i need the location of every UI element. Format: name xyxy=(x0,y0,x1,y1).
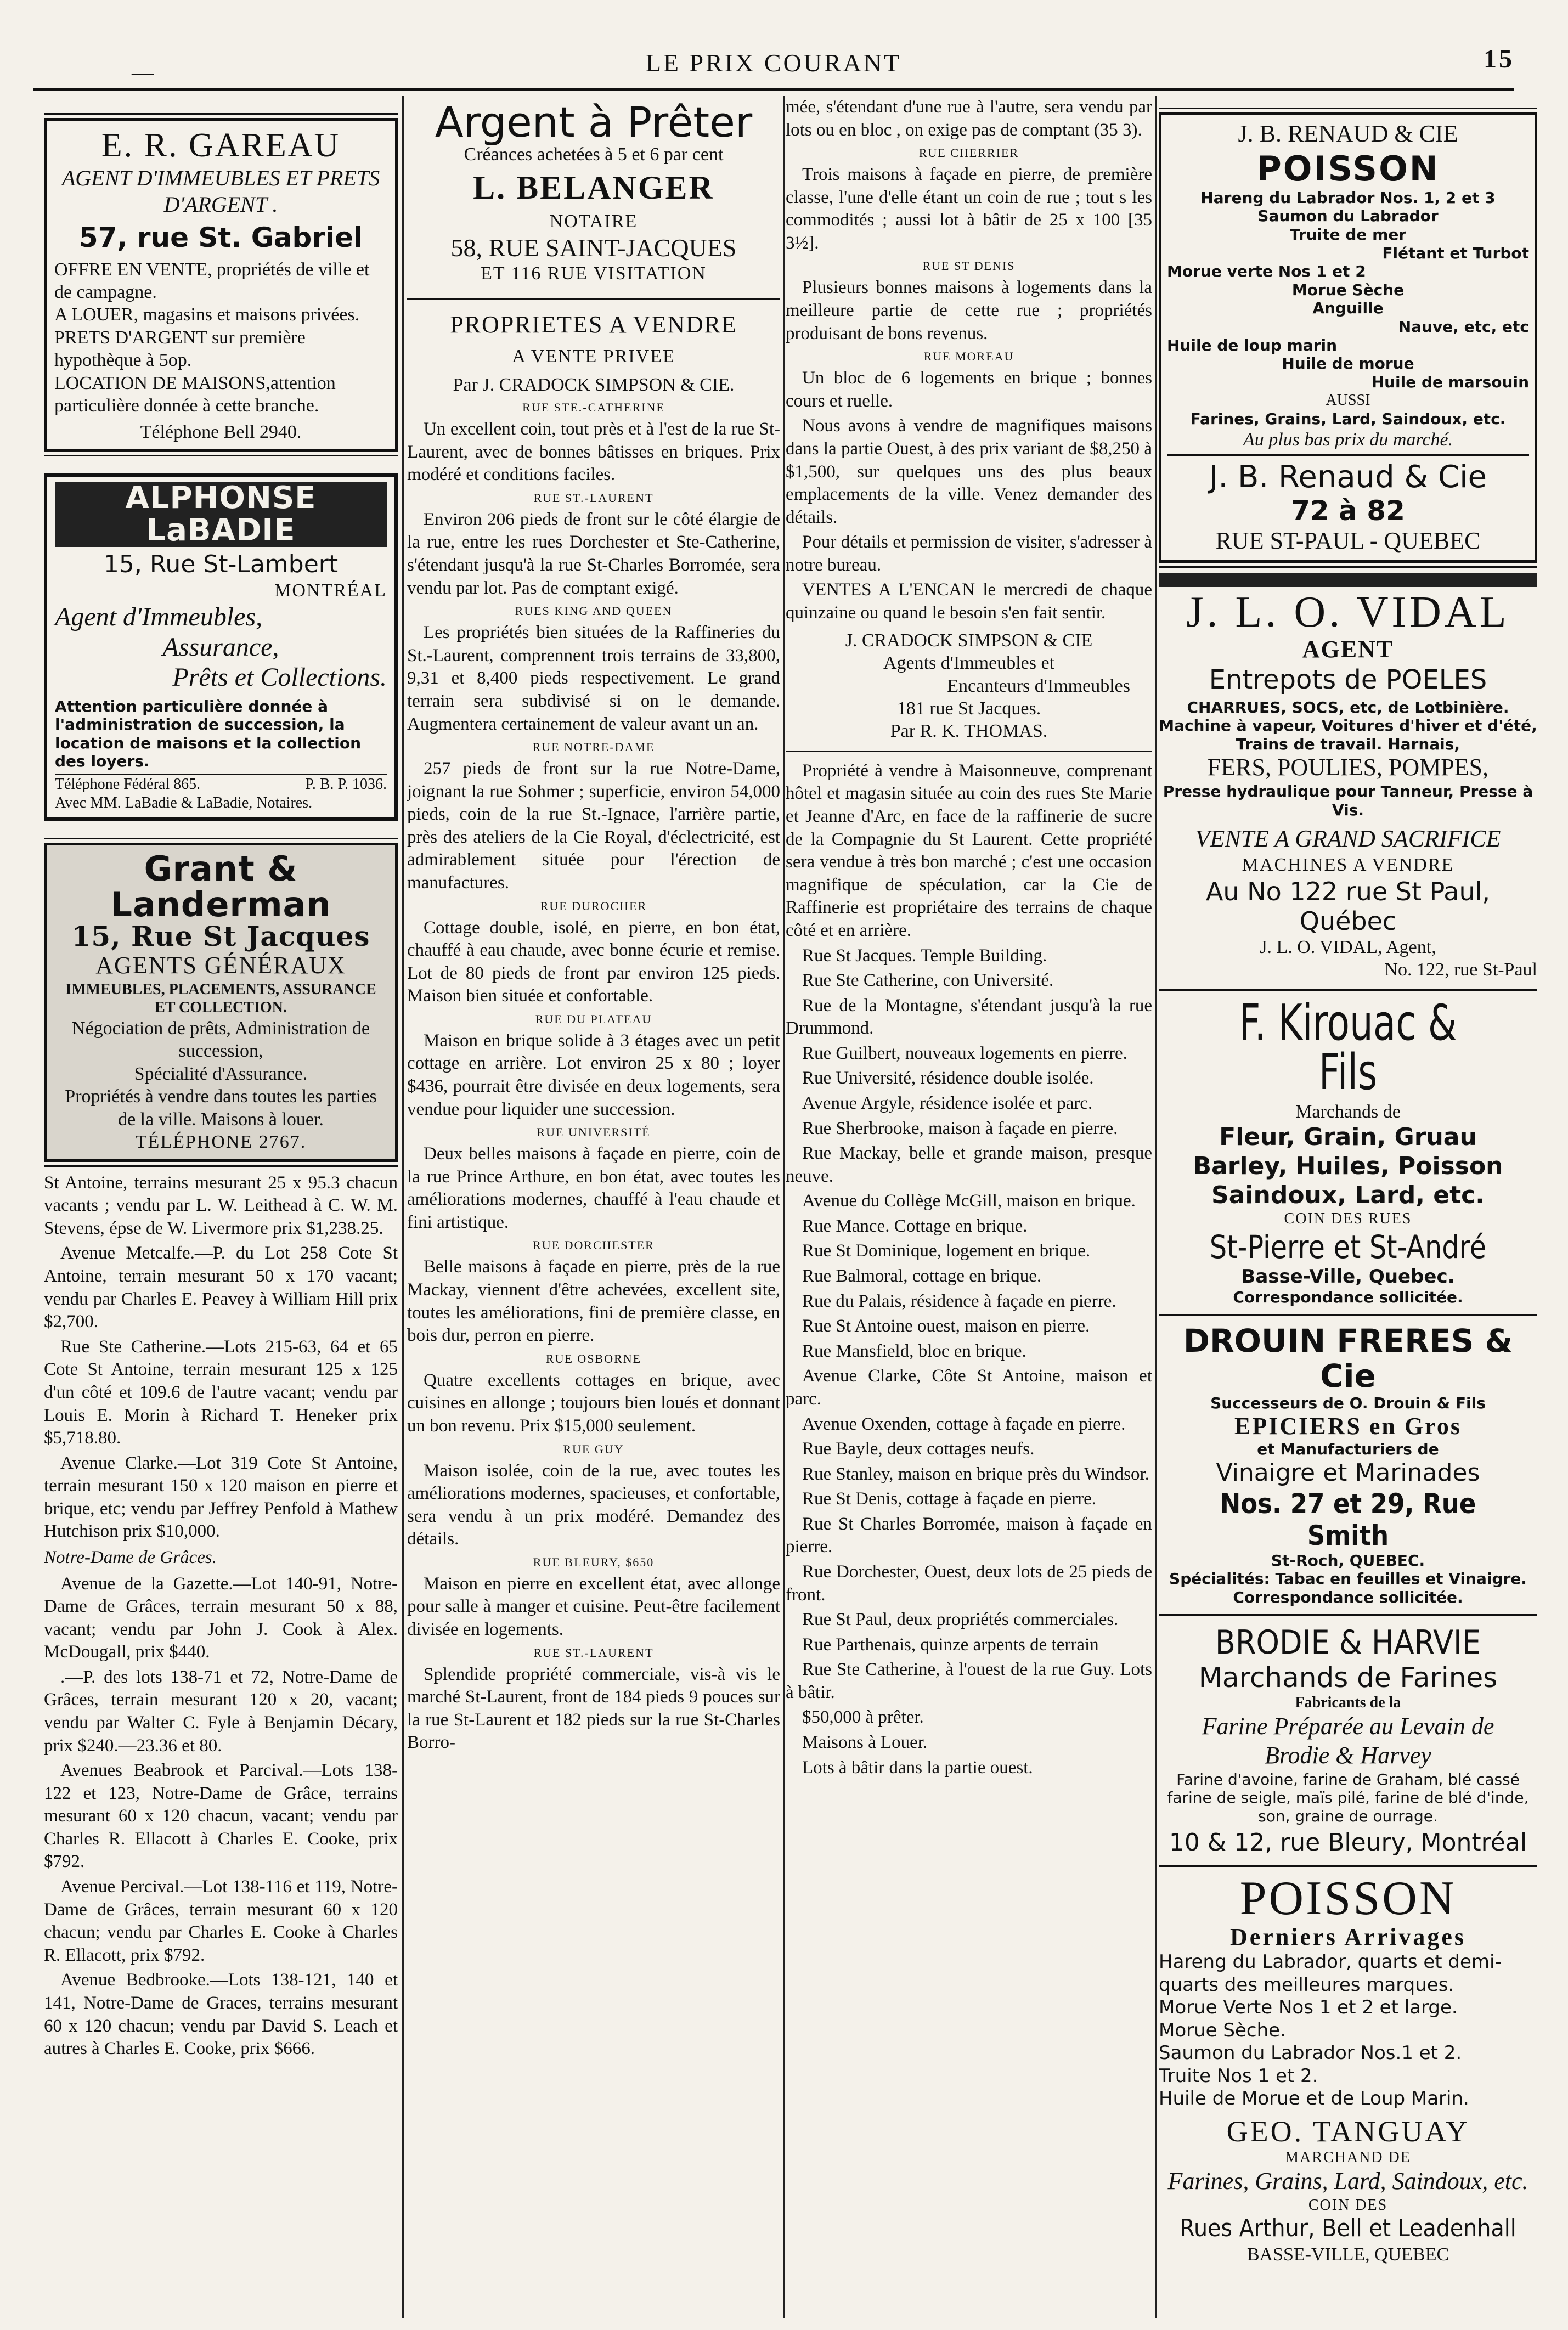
sale-entry: Avenue de la Gazette.—Lot 140-91, Notre-Dame de Grâces, terrain mesurant 50 x 88, vacant; vendu par John J. Cook à Alex. McDougall, prix $440. xyxy=(44,1573,398,1662)
brodie-address: 10 & 12, rue Bleury, Montréal xyxy=(1169,1829,1527,1857)
gareau-role: AGENT D'IMMEUBLES ET PRETS D'ARGENT . xyxy=(61,166,380,217)
sale-entry: .—P. des lots 138-71 et 72, Notre-Dame de Grâces, terrain mesurant 120 x 20, vacant; vendu par Walter C. Fyle à Benjamin Décary, prix $240.—23.36 et 80. xyxy=(44,1667,398,1756)
signature: Agents d'Immeubles et xyxy=(883,653,1055,674)
renaud-poisson: POISSON xyxy=(1256,148,1440,189)
property-entry: Quatre excellents cottages en brique, avec cuisines en allonge ; toujours bien loués et donnant un bon revenu. Prix $15,000 seulement. xyxy=(407,1370,780,1436)
labadie-partners: Avec MM. LaBadie & LaBadie, Notaires. xyxy=(55,794,313,811)
labadie-ad xyxy=(44,473,398,821)
listing: Rue Guilbert, nouveaux logements en pierre. xyxy=(802,1043,1127,1063)
tanguay-item: Saumon du Labrador Nos.1 et 2. xyxy=(1159,2042,1462,2064)
tanguay-item: Huile de Morue et de Loup Marin. xyxy=(1159,2088,1469,2109)
grant-role: AGENTS GÉNÉRAUX xyxy=(95,951,346,979)
street-heading: RUE DUROCHER xyxy=(540,899,647,913)
gareau-line: A LOUER, magasins et maisons privées. xyxy=(54,304,360,325)
vidal-role: AGENT xyxy=(1302,635,1394,663)
column-rule xyxy=(1155,96,1157,2318)
brodie-desc: Farine d'avoine, farine de Graham, blé cassé farine de seigle, maïs pilé, farine de blé d'inde, son, graine de ourrage. xyxy=(1167,1770,1529,1825)
tanguay-arrivages: Derniers Arrivages xyxy=(1230,1923,1466,1951)
vidal-machines: MACHINES A VENDRE xyxy=(1242,855,1454,876)
property-entry: Maison isolée, coin de la rue, avec toutes les améliorations modernes, spacieuses, et confortable, sera vendu à un prix modéré. Demandez des détails. xyxy=(407,1460,780,1549)
kirouac-coin: COIN DES RUES xyxy=(1284,1210,1412,1228)
listing: Rue du Palais, résidence à façade en pierre. xyxy=(802,1291,1116,1311)
street-heading: RUE MOREAU xyxy=(923,349,1014,364)
column-rule xyxy=(783,96,785,2318)
signature: J. CRADOCK SIMPSON & CIE xyxy=(845,630,1093,651)
drouin-epiciers: EPICIERS en Gros xyxy=(1234,1413,1462,1440)
street-heading: RUE UNIVERSITÉ xyxy=(537,1125,651,1139)
property-entry: Cottage double, isolé, en pierre, en bon état, chauffé à eau chaude, avec bonne écurie et remise. Lot de 80 pieds de front par environ 125 pieds. Maison bien située et confortable. xyxy=(407,917,780,1006)
page-number: 15 xyxy=(1484,44,1514,74)
vidal-line: Machine à vapeur, Voitures d'hiver et d'été, Trains de travail. Harnais, xyxy=(1159,717,1537,753)
sale-entry: Rue Ste Catherine.—Lots 215-63, 64 et 65 Cote St Antoine, terrain mesurant 125 x 125 d'un côté et 109.6 de l'autre vacant; vendu par Louis E. Morin à Richard T. Heneker prix $5,718.80. xyxy=(44,1336,398,1448)
belanger-role: NOTAIRE xyxy=(549,211,638,232)
grant-name: Grant & Landerman xyxy=(110,849,331,925)
labadie-phone: Téléphone Fédéral 865. xyxy=(55,776,201,793)
vidal-address: Au No 122 rue St Paul, Québec xyxy=(1205,876,1491,936)
street-heading: RUE GUY xyxy=(563,1442,624,1456)
gareau-line: PRETS D'ARGENT sur première hypothèque à 5op. xyxy=(54,327,306,371)
vidal-line: CHARRUES, SOCS, etc, de Lotbinière. xyxy=(1187,698,1509,717)
property-entry: Un excellent coin, tout près et à l'est de la rue St-Laurent, avec de bonnes bâtisses en briques. Prix modéré et conditions faciles. xyxy=(407,419,780,485)
kirouac-goods: Fleur, Grain, Gruau xyxy=(1219,1123,1477,1152)
renaud-item: Hareng du Labrador Nos. 1, 2 et 3 xyxy=(1200,188,1496,207)
listing: Rue Ste Catherine, con Université. xyxy=(802,971,1054,991)
brodie-name: BRODIE & HARVIE xyxy=(1215,1623,1481,1662)
column-rule xyxy=(402,96,404,2318)
divider xyxy=(1167,454,1529,456)
listing: Rue St Jacques. Temple Building. xyxy=(802,945,1047,966)
divider xyxy=(1159,1314,1537,1316)
grant-line: Négociation de prêts, Administration de succession, xyxy=(72,1018,370,1062)
divider xyxy=(1159,1614,1537,1616)
grant-line: Spécialité d'Assurance. xyxy=(134,1063,308,1084)
belanger-name: L. BELANGER xyxy=(473,170,714,206)
sale-entry: St Antoine, terrains mesurant 25 x 95.3 chacun vacants ; vendu par L. W. Leithead à C. W. M. Stevens, épse de W. Livermore prix $1,238.25. xyxy=(44,1172,398,1238)
street-heading: RUE CHERRIER xyxy=(918,146,1019,160)
labadie-name: ALPHONSE LaBADIE xyxy=(55,482,387,547)
drouin-ad xyxy=(1159,1324,1537,1606)
sale-entry: Avenue Metcalfe.—P. du Lot 258 Cote St Antoine, terrain mesurant 50 x 170 vacant; vendu par Charles E. Peavey à William Hill prix $2,700. xyxy=(44,1243,398,1332)
listing: Rue de la Montagne, s'étendant jusqu'à la rue Drummond. xyxy=(786,995,1152,1039)
renaud-item: Huile de morue xyxy=(1282,354,1414,373)
sale-entry: Avenue Bedbrooke.—Lots 138-121, 140 et 141, Notre-Dame de Graces, terrains mesurant 60 x 120 chacun; vendu par David S. Leach et autres à Charles E. Cooke, prix $666. xyxy=(44,1970,398,2059)
grant-line: Propriétés à vendre dans toutes les parties de la ville. Maisons à louer. xyxy=(65,1086,377,1130)
property-entry: Propriété à vendre à Maisonneuve, comprenant hôtel et magasin située au coin des rues Ste Marie et Jeanne d'Arc, en face de la raffinerie de sucre de la Compagnie du St Laurent. Cette propriété sera vendue à très bon marché ; c'est une occasion magnifique de spéculation, car la Cie de Raffinerie est propriétaire des terrains de chaque côté et en arrière. xyxy=(786,760,1152,940)
divider xyxy=(407,298,780,300)
property-entry: Les propriétés bien situées de la Raffineries du St.-Laurent, comprennent trois terrains de 33,800, 9,31 et 8,400 pieds respectivement. Le grand terrain sera subdivisé si on le demande. Augmentera certainement de valeur avant un an. xyxy=(407,623,780,734)
drouin-vinaigre: Vinaigre et Marinades xyxy=(1216,1458,1480,1487)
divider xyxy=(1159,1865,1537,1867)
renaud-aussi: AUSSI xyxy=(1326,392,1370,409)
vidal-line: FERS, POULIES, POMPES, xyxy=(1207,754,1489,781)
listing: Rue St Paul, deux propriétés commerciales. xyxy=(802,1610,1119,1630)
street-heading: RUE OSBORNE xyxy=(545,1351,642,1366)
divider xyxy=(1159,989,1537,991)
listing: $50,000 à prêter. xyxy=(802,1707,924,1728)
column-3 xyxy=(786,96,1152,2323)
listing: Rue Ste Catherine, à l'ouest de la rue Guy. Lots à bâtir. xyxy=(786,1660,1152,1702)
listing: Rue Mansfield, bloc en brique. xyxy=(802,1341,1026,1361)
renaud-item: Truite de mer xyxy=(1289,225,1407,244)
property-entry: Un bloc de 6 logements en brique ; bonnes cours et ruelle. xyxy=(786,368,1152,411)
drouin-manuf: et Manufacturiers de xyxy=(1257,1440,1439,1459)
section-by: Par J. CRADOCK SIMPSON & CIE. xyxy=(453,374,735,395)
listing: Rue St Antoine ouest, maison en pierre. xyxy=(802,1316,1090,1336)
street-heading: RUES KING AND QUEEN xyxy=(515,604,673,618)
grant-address: 15, Rue St Jacques xyxy=(71,920,370,953)
brodie-ad xyxy=(1159,1623,1537,1858)
renaud-item: Huile de loup marin xyxy=(1167,336,1338,354)
renaud-item: Flétant et Turbot xyxy=(1382,244,1529,262)
sale-entry: Avenues Beabrook et Parcival.—Lots 138-122 et 123, Notre-Dame de Grâce, terrains mesurant 60 x 120 chacun, vacant; vendu par Charles R. Ellacott à Charles E. Cooke, prix $792. xyxy=(44,1761,398,1872)
column-2 xyxy=(407,96,780,2323)
brodie-farine: Farine Préparée au Levain de xyxy=(1202,1713,1494,1740)
divider xyxy=(1159,573,1537,587)
labadie-note: Attention particulière donnée à l'administration de succession, la location de maisons et la collection des loyers. xyxy=(55,697,362,771)
belanger-title: Argent à Prêter xyxy=(435,98,753,146)
header-dash: — xyxy=(132,60,156,84)
signature: Par R. K. THOMAS. xyxy=(890,721,1048,742)
tanguay-item: Truite Nos 1 et 2. xyxy=(1159,2064,1318,2087)
belanger-ad xyxy=(407,96,780,290)
drouin-succ: Successeurs de O. Drouin & Fils xyxy=(1210,1394,1486,1412)
publication-title: LE PRIX COURANT xyxy=(645,49,902,77)
drouin-address: Nos. 27 et 29, Rue Smith xyxy=(1220,1487,1476,1552)
grant-phone: TÉLÉPHONE 2767. xyxy=(135,1132,307,1153)
labadie-role: Assurance, xyxy=(162,633,279,662)
property-entry: Trois maisons à façade en pierre, de première classe, l'une d'elle étant un coin de rue ; tout s les commodités ; aussi lot à bâtir de 25 x 100 [35 3½]. xyxy=(786,165,1152,253)
listing: Rue Stanley, maison en brique près du Windsor. xyxy=(802,1464,1149,1484)
kirouac-name: F. Kirouac & Fils xyxy=(1239,994,1457,1101)
divider xyxy=(786,751,1152,752)
property-entry: 257 pieds de front sur la rue Notre-Dame, joignant la rue Sohmer ; superficie, environ 54,000 pieds, coin de la rue St.-Ignace, l'arrière partie, près des ateliers de la Cie Royal, d'éclectricité, est admirablement située pour l'érection de manufactures. xyxy=(407,759,780,893)
street-heading: RUE ST.-LAURENT xyxy=(533,490,654,505)
listing: Maisons à Louer. xyxy=(802,1733,928,1753)
listing: Rue Mackay, belle et grande maison, presque neuve. xyxy=(786,1143,1152,1186)
listing: Rue Université, résidence double isolée. xyxy=(802,1068,1094,1088)
renaud-item: Huile de marsouin xyxy=(1371,373,1529,391)
column-1 xyxy=(44,96,398,2323)
listing: Avenue Clarke, Côte St Antoine, maison et parc. xyxy=(786,1366,1152,1409)
sale-entry: Avenue Percival.—Lot 138-116 et 119, Notre-Dame de Grâces, terrain mesurant 60 x 120 chacun; vendu par Charles E. Cooke à Charles R. Ellacott, prix $792. xyxy=(44,1877,398,1965)
kirouac-corr: Correspondance sollicitée. xyxy=(1233,1288,1463,1307)
drouin-name: DROUIN FRERES & Cie xyxy=(1183,1322,1513,1395)
ndg-heading: Notre-Dame de Grâces. xyxy=(44,1547,217,1567)
labadie-contact-row xyxy=(55,774,387,794)
vidal-vente: VENTE A GRAND SACRIFICE xyxy=(1195,825,1501,853)
tanguay-goods: Farines, Grains, Lard, Saindoux, etc. xyxy=(1167,2168,1528,2195)
grant-ad xyxy=(44,843,398,1161)
listing: Avenue Argyle, résidence isolée et parc. xyxy=(802,1093,1093,1113)
listing: Rue Sherbrooke, maison à façade en pierre. xyxy=(802,1118,1118,1138)
tanguay-poisson: POISSON xyxy=(1239,1872,1457,1926)
kirouac-goods: Saindoux, Lard, etc. xyxy=(1211,1181,1485,1209)
tanguay-item: Morue Sèche. xyxy=(1159,2019,1286,2041)
listing: Rue Parthenais, quinze arpents de terrain xyxy=(802,1634,1099,1655)
renaud-item: Nauve, etc, etc xyxy=(1398,317,1529,336)
tanguay-item: Morue Verte Nos 1 et 2 et large. xyxy=(1159,1996,1458,2019)
brodie-role: Marchands de Farines xyxy=(1198,1662,1498,1694)
labadie-role: Prêts et Collections. xyxy=(172,663,387,692)
kirouac-city: Basse-Ville, Quebec. xyxy=(1241,1266,1455,1288)
renaud-address: RUE ST-PAUL - QUEBEC xyxy=(1215,527,1481,554)
sales-list xyxy=(44,1172,398,2061)
vidal-entrepots: Entrepots de POELES xyxy=(1209,664,1487,695)
listing: Rue St Dominique, logement en brique. xyxy=(802,1241,1091,1261)
signature: 181 rue St Jacques. xyxy=(896,698,1041,719)
property-entry: Belle maisons à façade en pierre, près de la rue Mackay, viennent d'être achevées, excellent site, toutes les améliorations, fini de première classe, en bois dur, perron en pierre. xyxy=(407,1257,780,1346)
vidal-sig: J. L. O. VIDAL, Agent, xyxy=(1260,936,1436,957)
grant-sub: IMMEUBLES, PLACEMENTS, ASSURANCE ET COLLECTION. xyxy=(65,980,376,1017)
street-heading: RUE NOTRE-DAME xyxy=(532,740,655,754)
labadie-role: Agent d'Immeubles, xyxy=(55,602,263,632)
belanger-address2: ET 116 RUE VISITATION xyxy=(481,263,707,284)
vidal-line: Presse hydraulique pour Tanneur, Presse à Vis. xyxy=(1163,782,1533,819)
gareau-line: OFFRE EN VENTE, propriétés de ville et de campagne. xyxy=(54,259,370,302)
gareau-phone: Téléphone Bell 2940. xyxy=(140,421,302,442)
street-heading: RUE BLEURY, $650 xyxy=(533,1555,655,1569)
renaud-prix: Au plus bas prix du marché. xyxy=(1243,429,1453,450)
section-sub: A VENTE PRIVEE xyxy=(512,346,675,367)
property-entry: Nous avons à vendre de magnifiques maisons dans la partie Ouest, à des prix variant de $8,250 à $1,500, sur quelques uns des plus beaux emplacements de la ville. Venez demander des détails. xyxy=(786,416,1152,527)
renaud-name: J. B. Renaud & Cie xyxy=(1209,459,1487,495)
street-heading: RUE ST.-LAURENT xyxy=(533,1645,654,1660)
street-heading: RUE DU PLATEAU xyxy=(535,1012,652,1026)
property-entry: Pour détails et permission de visiter, s'adresser à notre bureau. xyxy=(786,532,1152,575)
brodie-farine: Brodie & Harvey xyxy=(1265,1741,1431,1769)
renaud-item: Morue verte Nos 1 et 2 xyxy=(1167,262,1366,281)
listing: Rue Balmoral, cottage en brique. xyxy=(802,1266,1042,1287)
drouin-city: St-Roch, QUEBEC. xyxy=(1271,1551,1425,1570)
belanger-address: 58, RUE SAINT-JACQUES xyxy=(450,233,737,262)
property-entry: mée, s'étendant d'une rue à l'autre, sera vendu par lots ou en bloc , on exige pas de comptant (35 3). xyxy=(786,97,1152,140)
listing: Rue Dorchester, Ouest, deux lots de 25 pieds de front. xyxy=(786,1561,1152,1605)
labadie-address: 15, Rue St-Lambert xyxy=(103,550,339,578)
property-entry: Environ 206 pieds de front sur le côté élargie de la rue, entre les rues Dorchester et Ste-Catherine, s'étendant jusqu'à la rue St-Charles Borromée, sera vendu par lot. Pas de comptant exigé. xyxy=(407,509,780,598)
signature: Encanteurs d'Immeubles xyxy=(947,675,1130,696)
tanguay-streets: Rues Arthur, Bell et Leadenhall xyxy=(1180,2214,1516,2243)
property-entry: Maison en pierre en excellent état, avec allonge pour salle à manger et cuisine. Peut-être facilement divisée en logements. xyxy=(407,1573,780,1639)
renaud-ad xyxy=(1159,112,1537,563)
listing: Rue Mance. Cottage en brique. xyxy=(802,1216,1028,1236)
renaud-num: 72 à 82 xyxy=(1291,494,1405,527)
drouin-spec: Spécialités: Tabac en feuilles et Vinaigre. Correspondance sollicitée. xyxy=(1169,1570,1527,1606)
tanguay-city: BASSE-VILLE, QUEBEC xyxy=(1246,2244,1449,2265)
labadie-city: MONTRÉAL xyxy=(274,580,387,601)
belanger-sub: Créances achetées à 5 et 6 par cent xyxy=(464,144,724,165)
vidal-ad xyxy=(1159,589,1537,981)
street-heading: RUE STE.-CATHERINE xyxy=(522,400,665,415)
property-entry: Splendide propriété commerciale, vis-à vis le marché St-Laurent, front de 184 pieds 9 pouces sur la rue St-Laurent et 182 pieds sur la rue St-Charles Borro- xyxy=(407,1664,780,1753)
gareau-address: 57, rue St. Gabriel xyxy=(78,222,363,253)
vidal-sig: No. 122, rue St-Paul xyxy=(1384,960,1537,980)
tanguay-ad xyxy=(1159,1872,1537,2266)
renaud-item: Morue Sèche xyxy=(1291,280,1405,299)
property-entry: Deux belles maisons à façade en pierre, coin de la rue Prince Arthure, en bon état, avec toutes les améliorations modernes, chauffé à l'eau chaude et fini artistique. xyxy=(407,1144,780,1232)
listing: Lots à bâtir dans la partie ouest. xyxy=(802,1757,1033,1778)
listing: Avenue du Collège McGill, maison en brique. xyxy=(802,1191,1136,1211)
vidal-name: J. L. O. VIDAL xyxy=(1186,588,1510,636)
listing: Avenue Oxenden, cottage à façade en pierre. xyxy=(802,1414,1126,1434)
gareau-line: LOCATION DE MAISONS,attention particulière donnée à cette branche. xyxy=(54,373,336,416)
page-header xyxy=(33,38,1514,82)
renaud-item: Anguille xyxy=(1312,299,1384,318)
section-title: PROPRIETES A VENDRE xyxy=(450,311,737,339)
tanguay-name: GEO. TANGUAY xyxy=(1226,2115,1470,2148)
tanguay-coin: COIN DES xyxy=(1308,2196,1388,2214)
street-heading: RUE DORCHESTER xyxy=(533,1238,655,1253)
kirouac-role: Marchands de xyxy=(1295,1101,1401,1122)
property-entry: VENTES A L'ENCAN le mercredi de chaque quinzaine ou quand le besoin s'en fait sentir. xyxy=(786,580,1152,623)
column-4 xyxy=(1159,96,1537,2323)
listing: Rue St Denis, cottage à façade en pierre. xyxy=(802,1489,1097,1509)
renaud-top: J. B. RENAUD & CIE xyxy=(1238,120,1458,147)
kirouac-ad xyxy=(1159,994,1537,1307)
listing: Rue St Charles Borromée, maison à façade en pierre. xyxy=(786,1514,1152,1557)
property-entry: Maison en brique solide à 3 étages avec un petit cottage en arrière. Lot environ 25 x 80 ; loyer $436, pourrait être divisée en deux logements, sera vendue pour liquider une succession. xyxy=(407,1030,780,1119)
street-heading: RUE ST DENIS xyxy=(922,259,1016,273)
renaud-item: Saumon du Labrador xyxy=(1257,207,1439,225)
renaud-farines: Farines, Grains, Lard, Saindoux, etc. xyxy=(1190,409,1506,428)
property-entry: Plusieurs bonnes maisons à logements dans la meilleure partie de cette rue ; propriétés produisant de bons revenus. xyxy=(786,278,1152,343)
sale-entry: Avenue Clarke.—Lot 319 Cote St Antoine, terrain mesurant 150 x 120 maison en pierre et brique, etc; vendu par Jeffrey Penfold à Mathew Hutchison prix $10,000. xyxy=(44,1453,398,1542)
kirouac-goods: Barley, Huiles, Poisson xyxy=(1193,1152,1503,1180)
tanguay-role: MARCHAND DE xyxy=(1285,2149,1411,2167)
listing: Rue Bayle, deux cottages neufs. xyxy=(802,1439,1035,1459)
brodie-fab: Fabricants de la xyxy=(1295,1694,1401,1712)
header-rule xyxy=(33,88,1514,91)
kirouac-streets: St-Pierre et St-André xyxy=(1209,1228,1487,1266)
gareau-ad xyxy=(44,118,398,452)
gareau-name: E. R. GAREAU xyxy=(101,127,341,164)
labadie-box: P. B. P. 1036. xyxy=(305,776,387,793)
tanguay-item: Hareng du Labrador, quarts et demi-quarts des meilleures marques. xyxy=(1159,1951,1502,1996)
